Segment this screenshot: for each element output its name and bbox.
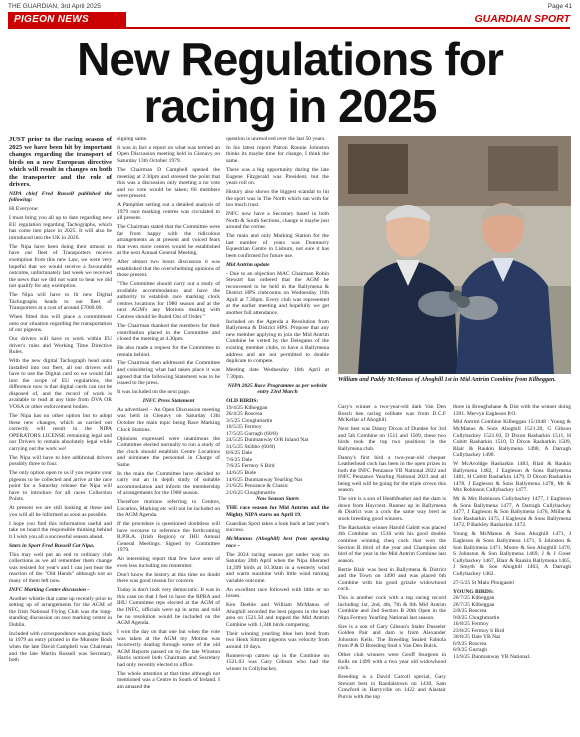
paragraph: Hi Everyone:	[9, 206, 39, 213]
list-item: 3/5/25 Cloughmartin	[226, 417, 273, 424]
list-heading: YOUNG BIRDS:	[453, 588, 494, 595]
list-item: 7/6/25 Dale	[226, 456, 253, 463]
subheading: INFC Marking Centre discussion –	[9, 586, 91, 593]
paragraph: Breeding is a David Carroll special, Gary Stewart best in Randalstown on 1430, Sam Crawford in Harryville on 1422 and Alastair Purvis with the top	[338, 674, 446, 700]
paragraph: Young & McManus & Sons Ahoghill 1471, J Eagleson & Sons Ballymena 1471, S Johnston & Son Ballymena 1471, Moore & Son Ahoghill 1470, S Johnston & Son Ballymena 1469, J & J Greer Cullybackey 1467, Blair & Raukin Ballymena 1465, J Smyth & Son Ahoghill 1463, A Darragh Cullybackey 1462.	[453, 531, 571, 577]
paragraph: Sire is a son of Gary Gibson's Staler Dusseler Golden Pair and dam is from Alexander Johnston Kells. The Breeding Sealed Fabiola from P & D Breeding Stud x Van Den Bulck.	[338, 623, 446, 650]
paragraph: In the main the Committee have decided to carry out an in depth study of suitable accommodation and inform the membership of arrangements for the 1980 season.	[117, 470, 220, 497]
paragraph: If the procedure is questioned doubtless will have recourse to reference the forthcoming R.P.R.A. (Irish Region) or IHU Annual General Meetings. Signed by Committee 1979.	[117, 521, 220, 554]
paragraph: An excellent race followed with little or no losses.	[226, 586, 329, 600]
article-column-2	[117, 136, 220, 693]
paragraph: Our drivers will have to work within EU driver's rules and Working Time Directive Rules.	[9, 336, 112, 356]
subheading: Now Season Starts	[256, 496, 299, 503]
list-item: 6/9/25 Roscrea	[453, 640, 487, 647]
paragraph: The Nipa has no other option but to adopt these new changes, which as carried out correctly will result in the NIPA OPERATORS LICENSE remaining legal and our Drivers to remain absolutely legal while carrying out the work we!	[9, 412, 112, 452]
paragraph: The Chairman stated that the Committee were far from happy with the ridiculous arrangements as at present and voiced fears that even more centres would be established at the next Annual General Meeting.	[117, 224, 220, 257]
paragraph: Another whistle that came up recently prior to setting up of arrangements for the AGM of the Irish National Flying Club was the long-standing discussion on race marking centre in Dublin.	[9, 595, 112, 628]
list-item: 8/6/25 Dale	[226, 450, 253, 457]
paragraph: Today is don't look very democratic. It was in this case no that I feel to have the RPRA and IHU Committee reps elected at the AGM of the INFC, officials were up in arms and told be no resolution would be included on the AGM Agenda.	[117, 587, 220, 627]
paragraph: THE race season for Mid Antrim and the Mighty NIPA starts on April 19.	[226, 505, 329, 518]
paragraph: The Nipa will have to hire additional drivers possibly three to four.	[9, 454, 112, 468]
paragraph: In his latest report Patron Ronnie Johnston thinks its maybe time for change, I think the same.	[226, 144, 329, 165]
article-column-3	[226, 136, 329, 675]
paragraph: Bertie Blair was best in Ballymena & District and the Town on 1490 and was placed 6th Combine with his good grizzle widowhood cock.	[338, 566, 446, 593]
list-item: 24/5/25 Dunmanway O/R Inland Nat	[226, 437, 309, 444]
paragraph: Runners-up cameo up in the Combine on 1521.03 was Gary Gibson who had the winner in Collybackey.	[226, 652, 329, 672]
paragraph: Ken Deeble and William McManus of Ahoghill recorded the best pigeon in the lead area on 1521.50 and topped the Mid Antrim Combine with 1,348 birds competing.	[226, 602, 329, 628]
page-header	[8, 2, 572, 12]
paragraph: The sire is a son of Heathfeather and the dam is down from Haycrest. Runner up in Ballymena & District was a cock the same way bred as stock breeding good winners.	[338, 496, 446, 522]
paragraph: An interesting report that few have seen of even less including me remember.	[117, 556, 220, 569]
paragraph: This is another cock with a top racing record including 1st, 2nd, 4th, 7th & 9th Mid Antrim Combine and 2nd Section B 20th Open in the Nipa Fermoy Yearling National last season.	[338, 595, 446, 621]
article-photo	[338, 136, 571, 374]
paragraph: The Rasharkin winner Harold Gabitt was placed 4th Combine on 1510 with his good double continue winning cheq cock that won the Section B third of the year and Champion old bird of the year in the Mid Antrim Combine last season.	[338, 524, 446, 564]
paragraph: Guardian Sport takes a look back at last year's success.	[226, 520, 329, 534]
subheading: NIPA 2025 Race Programme as per website entry 23rd March	[227, 382, 328, 396]
paragraph: It was in fact a report on what was termed an Open Discussion meeting held in Glenavy on Saturday 13th October 1979.	[117, 144, 220, 165]
list-item: 9/8/25 Cloughmartin	[453, 614, 500, 621]
list-item: 19/4/25 Kilbeggan	[226, 404, 268, 411]
paragraph: The Chairman D Campbell opened the meeting at 2.30pm and stressed the point that this was a discussion only meeting a no vote and no vote would be taken; 66 members were present.	[117, 166, 220, 200]
list-item: 26/4/25 Roscrea	[226, 411, 263, 418]
headline-line-2: racing in 2025	[143, 80, 437, 132]
paragraph: Don't know the history at this time no doubt there was good reason for concern.	[117, 571, 220, 585]
list-item: 21/6/25 Penzance & Classic	[226, 483, 289, 490]
subheading: Stars in Sport Fred Russell Cat Nipa.	[9, 542, 95, 549]
list-item: 26/7/25 Kilbeggan	[453, 601, 495, 608]
paragraph: A Pamphlet setting out a detailed analysis of 1979 race marking centres was circulated to all present.	[117, 202, 220, 222]
paragraph: The Chairman thanked the members for their contribution placed in the Committee and closed the meeting at 4.30pm.	[117, 322, 220, 343]
list-item: 14/6/25 Dunmanway Yearling Nat	[226, 476, 303, 483]
list-item: 10/5/25 Fermoy	[226, 424, 262, 431]
list-item: 2/8/25 Roscrea	[453, 608, 487, 615]
list-item: 7/6/25 Fermoy S Bird	[226, 463, 275, 470]
paragraph: question is unresolved over the last 50 years.	[226, 136, 326, 142]
young-birds-list	[453, 589, 571, 661]
paragraph: The Chairman then addressed the Committee and considering what had taken place it was agreed that the following Statement was to be issued to the press.	[117, 360, 220, 387]
paragraph: At present we are still looking at these and you will all be informed as soon as possible.	[9, 505, 112, 518]
headline	[0, 33, 580, 132]
list-item: 16/8/25 Fermoy	[453, 621, 489, 628]
list-item: 17/5/25 Gurragh (60/8)	[226, 430, 278, 437]
list-item: 13/9/25 Dunmanway YB National.	[453, 654, 531, 661]
paragraph: INFC now have a Secretary based in both North & South Sections, change is maybe just around the corner.	[226, 211, 329, 231]
race-programme-list	[226, 398, 329, 496]
paragraph: This may well put an end to ordinary club collections as we all remember them change was resisted for year's and I can just hear the reaction of the "Old Hands" although not so many of them left now.	[9, 551, 112, 584]
paragraph: Mr & Mrs Robinson Cullybackey 1477, J Eagleson & Sons Ballymena 1477, A Darragh Cullybackey 1477, J Eagleson & Son Ballymena 1476, Millar & Son Rasharkin 1475, J Eagleson & Sons Ballymena 1472, P Barkley Rasharkin 1472.	[453, 496, 571, 529]
paragraph: He also made a request for the Committee to remain behind.	[117, 344, 220, 358]
list-item: 30/8/25 Dale YB Nat	[453, 634, 501, 641]
lead-paragraph: JUST prior to the racing season of 2025 we have been hit by important changes regarding the transport of birds on a new European directive which will result in changes on both the transporter and the role of drivers.	[9, 136, 112, 188]
page-number: Page 41	[547, 3, 572, 10]
paragraph: Danny's first bird a two-year-old chequer Leatherhead cock has been in the open prizes in both the INFC Penzance YB National 2022 and INFC Penzance Yearling National 2023 and all being well will be going for the triple crown this season.	[338, 454, 446, 494]
paragraph: The Nipa have been doing their utmost to have our fleet of Transporters receive exemption from this new Law, we were very hopeful that we would receive a favourable outcome, unfortunately last week we received the news that we did not want to hear we did not qualify for any exemption.	[9, 243, 112, 290]
article-column-1	[9, 136, 112, 666]
list-item: 14/6/25 Bude	[226, 470, 257, 476]
photo-illustration	[338, 136, 571, 374]
paragraph: Opinions expressed were unanimous the Committee elected normally to run a study of the clock should establish Centre Locations and nominate the personnel in Charge of Same.	[117, 435, 220, 468]
list-heading: OLD BIRDS:	[226, 397, 259, 404]
paragraph: The whole attention at that time although not mentioned was a Centre in South of Ireland. I am amazed the	[117, 670, 220, 690]
paragraph: W McAvoldge Rasharkin 1483, Blair & Raukin Ballymena 1482, J Eagleson & Sons Ballymena 1481, H Cubitt Rasharkin 1479, D Dixon Rasharkin 1478, J Eagleson & Sons Ballymena 1478, Mr & Mrs Robinson Cullybackey 1477.	[453, 461, 571, 494]
paragraph: Other club winners were Geoff Sturgeon in Kells on 1499 with a two year old widowhood cock.	[338, 652, 446, 672]
paragraph: I won the day on that one but when the vote was taken at the AGM my Motion was incorrectly dealing through some of the old AGM Reports passed on by the late Winston Harris noticed both Chairman and Secretary had only recently elected to office.	[117, 629, 220, 668]
paragraph: Gary's winner a two-year-old dark Van Den Bosch hen racing celibate was from D.C.F McKellar of Ahoghill.	[338, 404, 446, 424]
paragraph: Therefore motions referring to Centres, Location, Marking etc will not be included on the AGM Agenda.	[117, 499, 220, 519]
article-column-4	[338, 404, 446, 703]
list-item: 6/9/25 Gurragh	[453, 647, 488, 654]
paragraph: 27-5/25 St Malo Plougastel	[453, 579, 514, 586]
photo-caption: William and Paddy McManus of Ahoghill 1st in Mid Antrim Combine from Kilbeggan.	[338, 377, 556, 383]
paragraph: When fitted this will place a commitment onto our situation regarding the transportation of our pigeons.	[9, 314, 112, 334]
paragraph: signing same.	[117, 136, 148, 142]
paragraph: The 2024 racing season got under way on Saturday 20th April when the Nipa liberated 14,399 birds at 10.30am in a westerly wind and warm sunshine with little wind turning variable outcome.	[226, 551, 329, 584]
paragraph: After almost two hours discussion it was established that the overwhelming opinions of those present.	[117, 259, 220, 279]
paragraph: It was included on the next page.	[117, 389, 191, 396]
paragraph: With the new digital Tachograph head units installed into our fleet, all our drivers will have to use the Digital card so we would fall into the scope of EU regulations, the difference now is that digital cards can not be disposed of, and the record of work is available to read at any time from DVA OR VOSA or other enforcement bodies.	[9, 358, 112, 411]
list-item: 23/8/25 Fermoy S Bird	[453, 627, 505, 634]
subheading: INFC Press Statement	[142, 397, 195, 404]
brand-label: GUARDIAN SPORT	[474, 13, 570, 25]
article-column-5	[453, 404, 571, 661]
paragraph: I must bring you all up to date regarding new EU regulation regarding Tachographs, which has come into place in 2025. It will also be introduced into the UK in 2026.	[9, 215, 112, 241]
list-item: 21/6/25 Cloughmartin	[226, 489, 276, 496]
paper-date: THE GUARDIAN, 3rd April 2025	[8, 3, 101, 10]
paragraph: Included on the Agenda a Resolution from Ballymena & District HPS. Propose that any new member applying to join the Mid Antrim Combine be vetted by the Delegates of the existing member clubs, to have a Ballymena address and are not permitted to double duplicate to compete.	[226, 318, 329, 365]
paragraph: The Nipa will have to fit new Digital Tachographs heads to our fleet of Transporters at a cost of around £7000.00.	[9, 292, 112, 312]
headline-line-1: New Regulations for	[77, 33, 503, 85]
paragraph: As advertised – An Open Discussion meeting was held in Glenavy on Saturday 13th October the main topic being Race Marking Clock Stations.	[117, 406, 220, 433]
section-label: PIGEON NEWS	[8, 12, 126, 27]
paragraph: Meeting date Wednesday 16th April at 7.30pm.	[226, 367, 329, 380]
paragraph: Included with correspondence was going back to 1979 an entry printed in the Munster Bosh when the late David Campbell was Chairman and the late Martin Russell was Secretary, both	[9, 630, 112, 664]
subheading: Mid Antrim update	[226, 261, 270, 268]
paragraph: three in Broughshane & Dist with the winner doing 1391. Mervyn Eagleson P.O.	[453, 404, 571, 417]
paragraph: Next best was Danny Dixon of Dundee for 3rd and 5th Combine on 1511 and 1509, these two birds took the top two positions in the Ballymena club.	[338, 426, 446, 452]
paragraph: I hope you find this information useful and take on board the responsible thinking behind it I wish you all a successful season ahead.	[9, 520, 112, 540]
paragraph: Mid Antrim Combine Kilbeggan 15/1048 : Young & McManus & Sons Ahoghill 1521.20, G Gibson Cullybackey 1521.03, D Dixon Rasharkin 1511, H Cubitt Rasharkin 1510, D Dixon Rasharkin 1509, Blair & Raukin Ballymena 1490, A Darragh Cullybackey 1490.	[453, 419, 571, 459]
paragraph: History also shows the biggest scandal to hit the sport was in The North which ran with for too much trust.	[226, 189, 329, 209]
byline: NIPA chief Fred Russell published the following:	[9, 190, 112, 204]
paragraph: "The Committee should carry out a study of available accommodation and have the authority to establish race marking clock centres locations for 1980 season and at the next AGM's any Motions dealing with Centres should be Ruled Out of Order."	[117, 281, 220, 321]
paragraph: The main and only Marking Station for the last number of years was Dunmurry Equestrian Centre in Lisburn, not sure it has been confirmed for future use.	[226, 233, 329, 259]
paragraph: - Due to an objection MAC Chairman Robin Stewart has ordered that the AGM be reconvened to be held in the Ballymena & District HPS clubrooms on Wednesday 16th April at 7.30pm. Every club was represented at the earlier meeting and hopefully we get another full attendance.	[226, 270, 329, 316]
section-bar	[8, 12, 570, 29]
list-item: 31/5/25 Skibbo (60/8)	[226, 443, 275, 450]
subheading: McMannus (Ahoghill) best from opening race –	[226, 536, 329, 549]
paragraph: Their winning yearling blue hen bred from two Henk Sittrom pigeons was velocity from around 10 days.	[226, 630, 329, 650]
paragraph: There was a big opportunity during the late Eugene Fitzgerald was President, but the years roll on.	[226, 166, 329, 187]
list-item: 26/7/25 Kilbeggan	[453, 595, 495, 602]
paragraph: The only option open to us if you require your pigeons to be collected and arrive at the race point for a Saturday release the Nipa will have to introduce for all races Collection Points.	[9, 470, 112, 503]
